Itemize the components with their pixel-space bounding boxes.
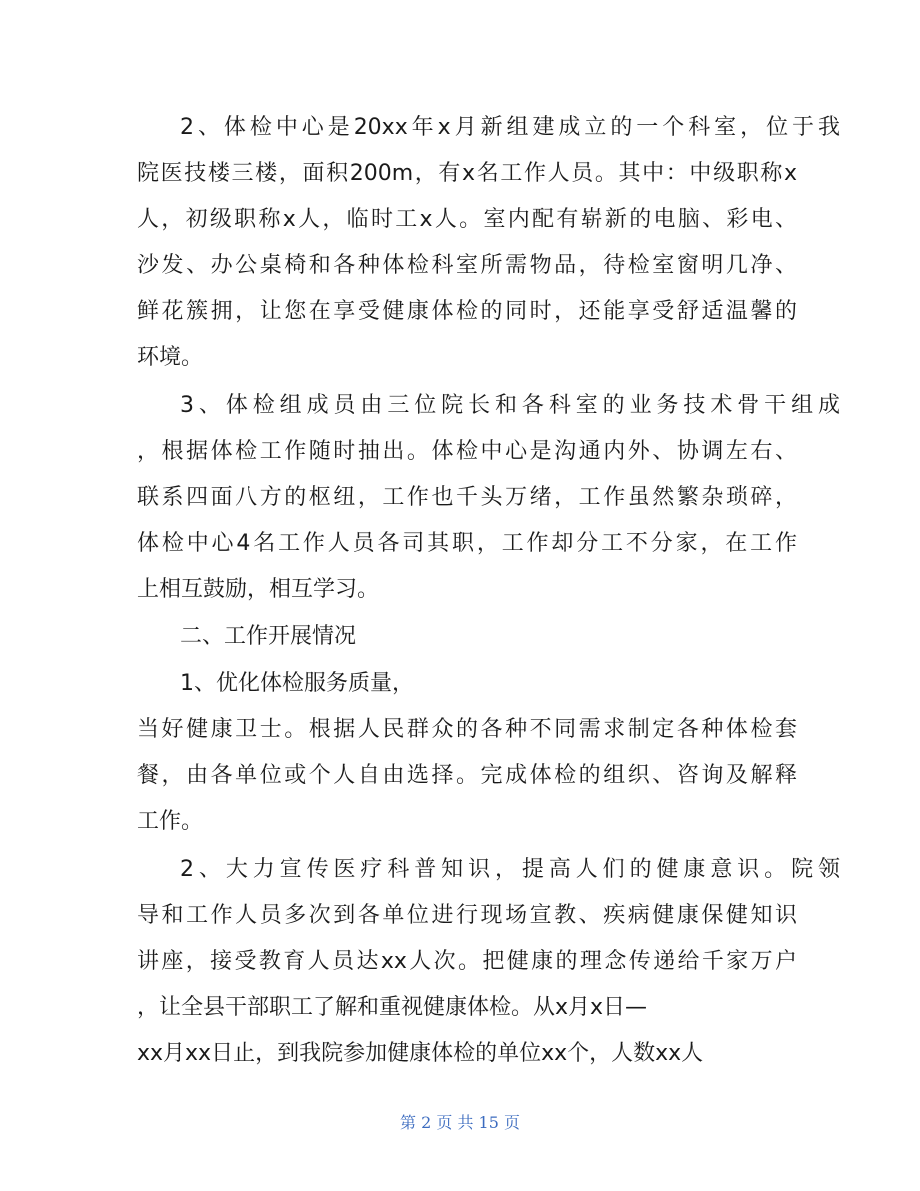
paragraph-line: ，让全县干部职工了解和重视健康体检。从x月x日— — [137, 995, 648, 1020]
paragraph-line: 院医技楼三楼，面积200m，有x名工作人员。其中：中级职称x — [137, 161, 797, 186]
paragraph-line: 讲座，接受教育人员达xx人次。把健康的理念传递给千家万户 — [137, 949, 797, 974]
section-heading: 二、工作开展情况 — [180, 624, 357, 649]
paragraph-line: 3、体检组成员由三位院长和各科室的业务技术骨干组成 — [180, 393, 840, 418]
page-number-footer: 第 2 页 共 15 页 — [400, 1113, 520, 1132]
paragraph-line: 工作。 — [137, 809, 204, 834]
paragraph-line: 2、大力宣传医疗科普知识，提高人们的健康意识。院领 — [180, 857, 840, 882]
paragraph-line: 环境。 — [137, 345, 204, 370]
paragraph-line: 1、优化体检服务质量， — [180, 671, 414, 696]
paragraph-line: 餐，由各单位或个人自由选择。完成体检的组织、咨询及解释 — [137, 763, 797, 788]
paragraph-line: 沙发、办公桌椅和各种体检科室所需物品，待检室窗明几净、 — [137, 253, 797, 278]
paragraph-line: 联系四面八方的枢纽，工作也千头万绪，工作虽然繁杂琐碎， — [137, 485, 797, 510]
paragraph-line: 人，初级职称x人，临时工x人。室内配有崭新的电脑、彩电、 — [137, 207, 797, 232]
paragraph-line: 体检中心4名工作人员各司其职，工作却分工不分家，在工作 — [137, 531, 797, 556]
paragraph-line: xx月xx日止，到我院参加健康体检的单位xx个，人数xx人 — [137, 1041, 704, 1066]
paragraph-line: 当好健康卫士。根据人民群众的各种不同需求制定各种体检套 — [137, 717, 797, 742]
paragraph-line: 鲜花簇拥，让您在享受健康体检的同时，还能享受舒适温馨的 — [137, 299, 797, 324]
paragraph-line: 导和工作人员多次到各单位进行现场宣教、疾病健康保健知识 — [137, 903, 797, 928]
paragraph-line: 2、体检中心是20xx年x月新组建成立的一个科室，位于我 — [180, 115, 840, 140]
paragraph-line: 上相互鼓励，相互学习。 — [137, 577, 380, 602]
paragraph-line: ，根据体检工作随时抽出。体检中心是沟通内外、协调左右、 — [137, 439, 797, 464]
